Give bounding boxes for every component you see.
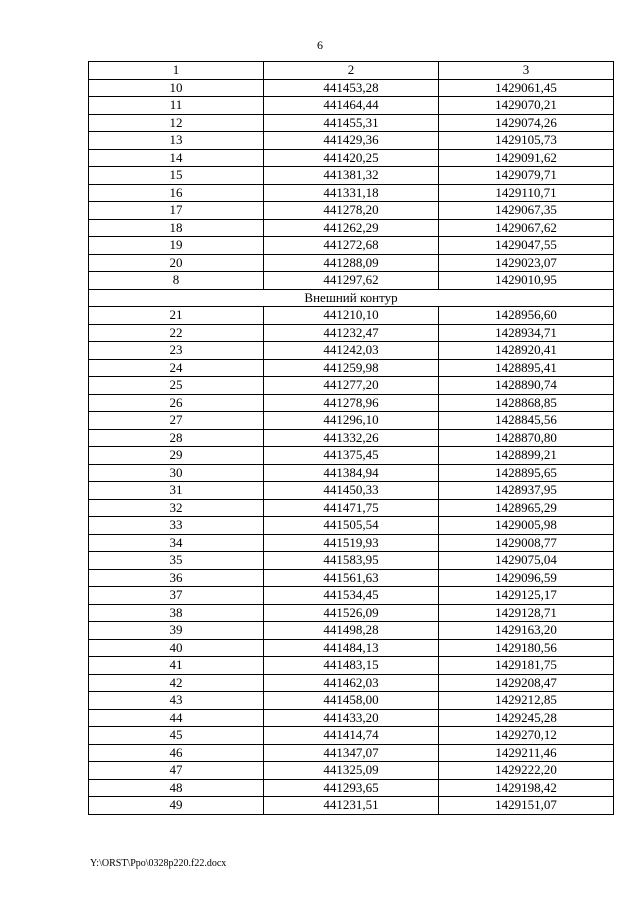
x-coordinate-cell: 441455,31: [264, 114, 439, 132]
table-row: [89, 657, 614, 675]
y-coordinate-cell: 1428934,71: [439, 324, 614, 342]
x-coordinate-cell: 441414,74: [264, 727, 439, 745]
y-coordinate-cell: 1429061,45: [439, 79, 614, 97]
point-number-cell: 24: [89, 359, 264, 377]
x-coordinate-cell: 441288,09: [264, 254, 439, 272]
y-coordinate-cell: 1429208,47: [439, 674, 614, 692]
coordinates-table: [88, 61, 614, 815]
table-row: [89, 324, 614, 342]
table-header-row: [89, 62, 614, 80]
table-row: [89, 377, 614, 395]
y-coordinate-cell: 1429181,75: [439, 657, 614, 675]
point-number-cell: 13: [89, 132, 264, 150]
x-coordinate-cell: 441429,36: [264, 132, 439, 150]
y-coordinate-cell: 1428890,74: [439, 377, 614, 395]
y-coordinate-cell: 1429151,07: [439, 797, 614, 815]
x-coordinate-cell: 441259,98: [264, 359, 439, 377]
point-number-cell: 46: [89, 744, 264, 762]
x-coordinate-cell: 441484,13: [264, 639, 439, 657]
x-coordinate-cell: 441332,26: [264, 429, 439, 447]
x-coordinate-cell: 441498,28: [264, 622, 439, 640]
footer-file-path: Y:\ORST\Ppo\0328p220.f22.docx: [90, 858, 227, 869]
y-coordinate-cell: 1429047,55: [439, 237, 614, 255]
x-coordinate-cell: 441210,10: [264, 307, 439, 325]
y-coordinate-cell: 1429023,07: [439, 254, 614, 272]
point-number-cell: 37: [89, 587, 264, 605]
point-number-cell: 19: [89, 237, 264, 255]
section-row: [89, 289, 614, 307]
point-number-cell: 11: [89, 97, 264, 115]
y-coordinate-cell: 1429245,28: [439, 709, 614, 727]
x-coordinate-cell: 441420,25: [264, 149, 439, 167]
x-coordinate-cell: 441458,00: [264, 692, 439, 710]
x-coordinate-cell: 441347,07: [264, 744, 439, 762]
point-number-cell: 18: [89, 219, 264, 237]
x-coordinate-cell: 441464,44: [264, 97, 439, 115]
y-coordinate-cell: 1428965,29: [439, 499, 614, 517]
point-number-cell: 25: [89, 377, 264, 395]
point-number-cell: 38: [89, 604, 264, 622]
point-number-cell: 39: [89, 622, 264, 640]
point-number-cell: 29: [89, 447, 264, 465]
point-number-cell: 12: [89, 114, 264, 132]
y-coordinate-cell: 1429222,20: [439, 762, 614, 780]
y-coordinate-cell: 1429096,59: [439, 569, 614, 587]
point-number-cell: 32: [89, 499, 264, 517]
y-coordinate-cell: 1429198,42: [439, 779, 614, 797]
x-coordinate-cell: 441583,95: [264, 552, 439, 570]
y-coordinate-cell: 1429075,04: [439, 552, 614, 570]
y-coordinate-cell: 1428845,56: [439, 412, 614, 430]
column-header-1: 1: [89, 62, 264, 80]
y-coordinate-cell: 1428956,60: [439, 307, 614, 325]
y-coordinate-cell: 1429212,85: [439, 692, 614, 710]
point-number-cell: 20: [89, 254, 264, 272]
table-row: [89, 534, 614, 552]
x-coordinate-cell: 441471,75: [264, 499, 439, 517]
y-coordinate-cell: 1429125,17: [439, 587, 614, 605]
point-number-cell: 14: [89, 149, 264, 167]
y-coordinate-cell: 1429211,46: [439, 744, 614, 762]
table-row: [89, 779, 614, 797]
point-number-cell: 28: [89, 429, 264, 447]
column-header-3: 3: [439, 62, 614, 80]
point-number-cell: 48: [89, 779, 264, 797]
x-coordinate-cell: 441272,68: [264, 237, 439, 255]
point-number-cell: 41: [89, 657, 264, 675]
table-row: [89, 132, 614, 150]
table-row: [89, 727, 614, 745]
x-coordinate-cell: 441384,94: [264, 464, 439, 482]
y-coordinate-cell: 1429005,98: [439, 517, 614, 535]
y-coordinate-cell: 1429010,95: [439, 272, 614, 290]
point-number-cell: 22: [89, 324, 264, 342]
point-number-cell: 30: [89, 464, 264, 482]
table-row: [89, 97, 614, 115]
table-row: [89, 482, 614, 500]
table-row: [89, 552, 614, 570]
table-row: [89, 429, 614, 447]
y-coordinate-cell: 1429091,62: [439, 149, 614, 167]
x-coordinate-cell: 441297,62: [264, 272, 439, 290]
x-coordinate-cell: 441278,96: [264, 394, 439, 412]
table-row: [89, 447, 614, 465]
table-row: [89, 149, 614, 167]
x-coordinate-cell: 441375,45: [264, 447, 439, 465]
x-coordinate-cell: 441231,51: [264, 797, 439, 815]
x-coordinate-cell: 441450,33: [264, 482, 439, 500]
x-coordinate-cell: 441561,63: [264, 569, 439, 587]
y-coordinate-cell: 1429067,35: [439, 202, 614, 220]
y-coordinate-cell: 1429074,26: [439, 114, 614, 132]
point-number-cell: 17: [89, 202, 264, 220]
point-number-cell: 21: [89, 307, 264, 325]
table-row: [89, 709, 614, 727]
y-coordinate-cell: 1429067,62: [439, 219, 614, 237]
table-row: [89, 674, 614, 692]
y-coordinate-cell: 1429270,12: [439, 727, 614, 745]
y-coordinate-cell: 1429110,71: [439, 184, 614, 202]
table-row: [89, 587, 614, 605]
x-coordinate-cell: 441534,45: [264, 587, 439, 605]
point-number-cell: 44: [89, 709, 264, 727]
y-coordinate-cell: 1429163,20: [439, 622, 614, 640]
point-number-cell: 31: [89, 482, 264, 500]
x-coordinate-cell: 441433,20: [264, 709, 439, 727]
x-coordinate-cell: 441296,10: [264, 412, 439, 430]
x-coordinate-cell: 441462,03: [264, 674, 439, 692]
table-row: [89, 114, 614, 132]
table-row: [89, 237, 614, 255]
x-coordinate-cell: 441331,18: [264, 184, 439, 202]
x-coordinate-cell: 441526,09: [264, 604, 439, 622]
point-number-cell: 35: [89, 552, 264, 570]
table-row: [89, 359, 614, 377]
point-number-cell: 43: [89, 692, 264, 710]
y-coordinate-cell: 1429180,56: [439, 639, 614, 657]
point-number-cell: 42: [89, 674, 264, 692]
table-row: [89, 202, 614, 220]
table-row: [89, 464, 614, 482]
table-row: [89, 639, 614, 657]
point-number-cell: 40: [89, 639, 264, 657]
y-coordinate-cell: 1429079,71: [439, 167, 614, 185]
section-title: Внешний контур: [89, 289, 614, 307]
y-coordinate-cell: 1429105,73: [439, 132, 614, 150]
table-row: [89, 569, 614, 587]
table-row: [89, 517, 614, 535]
table-row: [89, 167, 614, 185]
table-row: [89, 272, 614, 290]
point-number-cell: 26: [89, 394, 264, 412]
point-number-cell: 15: [89, 167, 264, 185]
table-row: [89, 762, 614, 780]
point-number-cell: 23: [89, 342, 264, 360]
page-number: 6: [317, 38, 323, 52]
x-coordinate-cell: 441483,15: [264, 657, 439, 675]
x-coordinate-cell: 441381,32: [264, 167, 439, 185]
y-coordinate-cell: 1428895,65: [439, 464, 614, 482]
point-number-cell: 47: [89, 762, 264, 780]
y-coordinate-cell: 1428870,80: [439, 429, 614, 447]
x-coordinate-cell: 441505,54: [264, 517, 439, 535]
point-number-cell: 49: [89, 797, 264, 815]
table-row: [89, 797, 614, 815]
x-coordinate-cell: 441242,03: [264, 342, 439, 360]
coordinates-table-body: [89, 62, 614, 815]
table-row: [89, 79, 614, 97]
point-number-cell: 8: [89, 272, 264, 290]
table-row: [89, 412, 614, 430]
x-coordinate-cell: 441277,20: [264, 377, 439, 395]
x-coordinate-cell: 441453,28: [264, 79, 439, 97]
y-coordinate-cell: 1428899,21: [439, 447, 614, 465]
y-coordinate-cell: 1428868,85: [439, 394, 614, 412]
point-number-cell: 10: [89, 79, 264, 97]
column-header-2: 2: [264, 62, 439, 80]
x-coordinate-cell: 441519,93: [264, 534, 439, 552]
table-row: [89, 307, 614, 325]
table-row: [89, 499, 614, 517]
point-number-cell: 36: [89, 569, 264, 587]
table-row: [89, 692, 614, 710]
table-row: [89, 254, 614, 272]
table-row: [89, 394, 614, 412]
point-number-cell: 16: [89, 184, 264, 202]
table-row: [89, 184, 614, 202]
x-coordinate-cell: 441325,09: [264, 762, 439, 780]
table-row: [89, 744, 614, 762]
table-row: [89, 604, 614, 622]
point-number-cell: 27: [89, 412, 264, 430]
y-coordinate-cell: 1428937,95: [439, 482, 614, 500]
x-coordinate-cell: 441293,65: [264, 779, 439, 797]
y-coordinate-cell: 1428895,41: [439, 359, 614, 377]
table-row: [89, 342, 614, 360]
y-coordinate-cell: 1429008,77: [439, 534, 614, 552]
table-row: [89, 219, 614, 237]
x-coordinate-cell: 441262,29: [264, 219, 439, 237]
x-coordinate-cell: 441278,20: [264, 202, 439, 220]
y-coordinate-cell: 1429128,71: [439, 604, 614, 622]
y-coordinate-cell: 1429070,21: [439, 97, 614, 115]
point-number-cell: 45: [89, 727, 264, 745]
table-row: [89, 622, 614, 640]
point-number-cell: 34: [89, 534, 264, 552]
x-coordinate-cell: 441232,47: [264, 324, 439, 342]
y-coordinate-cell: 1428920,41: [439, 342, 614, 360]
point-number-cell: 33: [89, 517, 264, 535]
